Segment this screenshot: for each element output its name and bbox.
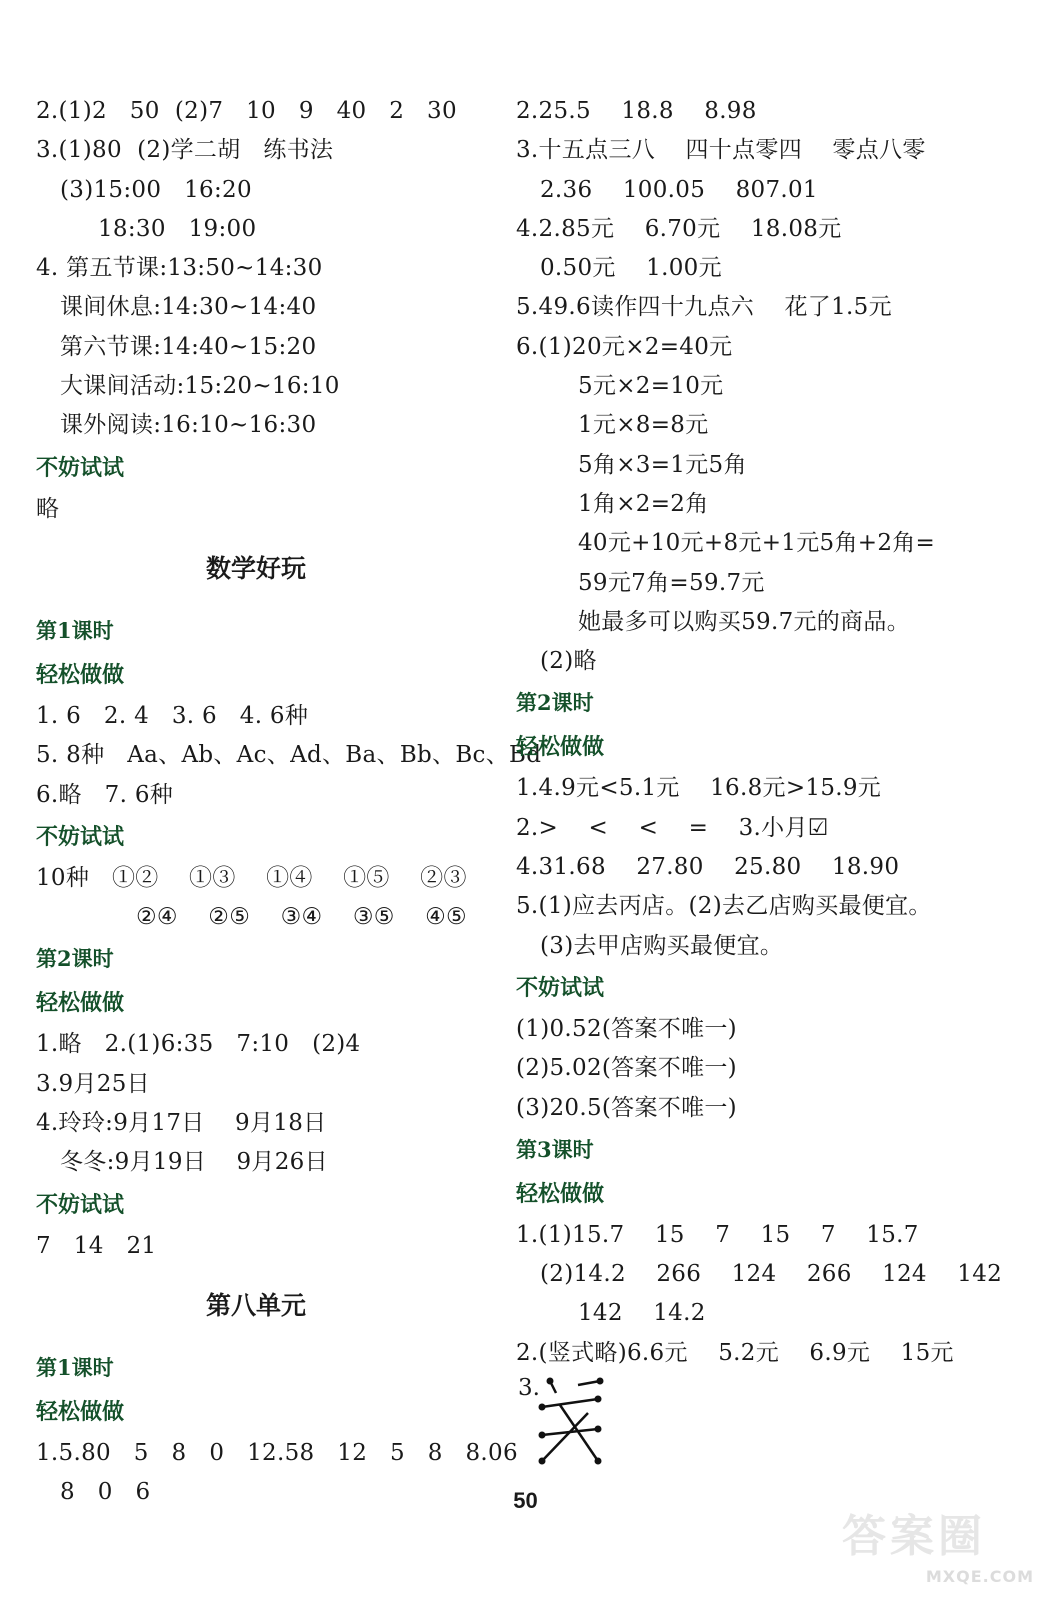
dot (597, 1378, 604, 1385)
answer-line: 2.36 100.05 807.01 (540, 176, 818, 203)
section-heading: 轻松做做 (36, 1398, 125, 1425)
answer-line: (1)0.52(答案不唯一) (516, 1015, 737, 1042)
answer-line: 1.(1)15.7 15 7 15 7 15.7 (516, 1221, 919, 1248)
page-number: 50 (513, 1488, 538, 1513)
section-heading: 轻松做做 (36, 661, 125, 688)
answer-line: (3)去甲店购买最便宜。 (540, 932, 784, 959)
section-heading: 不妨试试 (36, 823, 125, 850)
section-heading: 不妨试试 (36, 1191, 125, 1218)
answer-line: 4.31.68 27.80 25.80 18.90 (516, 854, 900, 881)
answer-line: 课间休息:14:30~14:40 (60, 294, 317, 321)
dot (539, 1432, 546, 1439)
answer-line: 课外阅读:16:10~16:30 (60, 412, 317, 439)
answer-line: (3)20.5(答案不唯一) (516, 1094, 737, 1121)
dot (595, 1396, 602, 1403)
answer-line: 3.(1)80 (2)学二胡 练书法 (36, 137, 334, 164)
answer-line: 59元7角=59.7元 (578, 569, 765, 596)
dot (595, 1426, 602, 1433)
answer-line: 5. 8种 Aa、Ab、Ac、Ad、Ba、Bb、Bc、Bd (36, 742, 542, 769)
answer-line: 3.十五点三八 四十点零四 零点八零 (516, 137, 926, 164)
answer-line: 142 14.2 (578, 1300, 706, 1327)
answer-line: 1.5.80 5 8 0 12.58 12 5 8 8.06 (36, 1439, 518, 1466)
answer-line: (2)略 (540, 648, 597, 675)
dot (539, 1404, 546, 1411)
answer-line: 2.(竖式略)6.6元 5.2元 6.9元 15元 (516, 1339, 954, 1366)
lesson-heading: 第2课时 (36, 946, 114, 972)
answer-line: ②④ ②⑤ ③④ ③⑤ ④⑤ (136, 904, 467, 931)
answer-line: 略 (36, 495, 60, 522)
answer-line: 5.(1)应去丙店。(2)去乙店购买最便宜。 (516, 893, 932, 920)
answer-line: 4.玲玲:9月17日 9月18日 (36, 1110, 327, 1137)
answer-line: 0.50元 1.00元 (540, 255, 722, 282)
section-heading: 轻松做做 (516, 734, 605, 761)
answer-line: 3.9月25日 (36, 1070, 150, 1097)
answer-line: 6.(1)20元×2=40元 (516, 333, 733, 360)
dot (539, 1458, 546, 1465)
unit-title: 数学好玩 (205, 553, 306, 583)
answer-line: 4.2.85元 6.70元 18.08元 (516, 215, 842, 242)
answer-line: 18:30 19:00 (98, 215, 257, 242)
dot (547, 1378, 554, 1385)
answer-line: 5角×3=1元5角 (578, 451, 747, 478)
lesson-heading: 第2课时 (516, 690, 594, 716)
section-heading: 不妨试试 (36, 454, 125, 481)
answer-line: 1.4.9元<5.1元 16.8元>15.9元 (516, 775, 882, 802)
answer-line: 2.(1)2 50 (2)7 10 9 40 2 30 (36, 98, 457, 124)
answer-line: 2.25.5 18.8 8.98 (516, 98, 757, 124)
answer-line: 10种 ①② ①③ ①④ ①⑤ ②③ (36, 864, 467, 891)
right-column (516, 92, 1016, 1453)
answer-line: (2)5.02(答案不唯一) (516, 1055, 737, 1082)
watermark-text: 答案圈 (842, 1511, 986, 1562)
watermark (842, 1500, 1042, 1590)
left-column (36, 92, 542, 1513)
answer-line: 40元+10元+8元+1元5角+2角= (578, 530, 936, 557)
section-heading: 轻松做做 (36, 990, 125, 1017)
lesson-heading: 第1课时 (36, 617, 114, 643)
answer-line: 大课间活动:15:20~16:10 (60, 373, 340, 400)
lesson-heading: 第1课时 (36, 1354, 114, 1380)
watermark-url: MXQE.COM (925, 1567, 1034, 1586)
matching-figure (518, 1373, 1016, 1453)
answer-line: 冬冬:9月19日 9月26日 (60, 1149, 328, 1176)
answer-line: 2.> < < = 3.小月☑ (516, 814, 829, 841)
answer-line: (2)14.2 266 124 266 124 142 (540, 1261, 1003, 1288)
answer-line: 6.略 7. 6种 (36, 781, 174, 808)
answer-line: 5.49.6读作四十九点六 花了1.5元 (516, 294, 892, 321)
section-heading: 不妨试试 (516, 974, 605, 1001)
answer-line: 1.略 2.(1)6:35 7:10 (2)4 (36, 1031, 361, 1058)
answer-line: 1. 6 2. 4 3. 6 4. 6种 (36, 702, 309, 729)
lesson-heading: 第3课时 (516, 1136, 594, 1162)
answer-line: 1角×2=2角 (578, 490, 709, 517)
dot (595, 1458, 602, 1465)
answer-line: (3)15:00 16:20 (60, 176, 252, 203)
answer-line: 5元×2=10元 (578, 373, 724, 400)
answer-line: 1元×8=8元 (578, 412, 709, 439)
matching-lines-diagram (536, 1373, 626, 1465)
answer-line: 3. (518, 1375, 540, 1402)
connector-line (542, 1399, 598, 1407)
section-heading: 轻松做做 (516, 1180, 605, 1207)
answer-line: 7 14 21 (36, 1232, 157, 1259)
answer-line: 8 0 6 (60, 1479, 151, 1506)
unit-title: 第八单元 (205, 1290, 306, 1320)
answer-line: 她最多可以购买59.7元的商品。 (578, 608, 911, 635)
answer-line: 第六节课:14:40~15:20 (60, 333, 317, 360)
answer-line: 4. 第五节课:13:50~14:30 (36, 255, 323, 282)
